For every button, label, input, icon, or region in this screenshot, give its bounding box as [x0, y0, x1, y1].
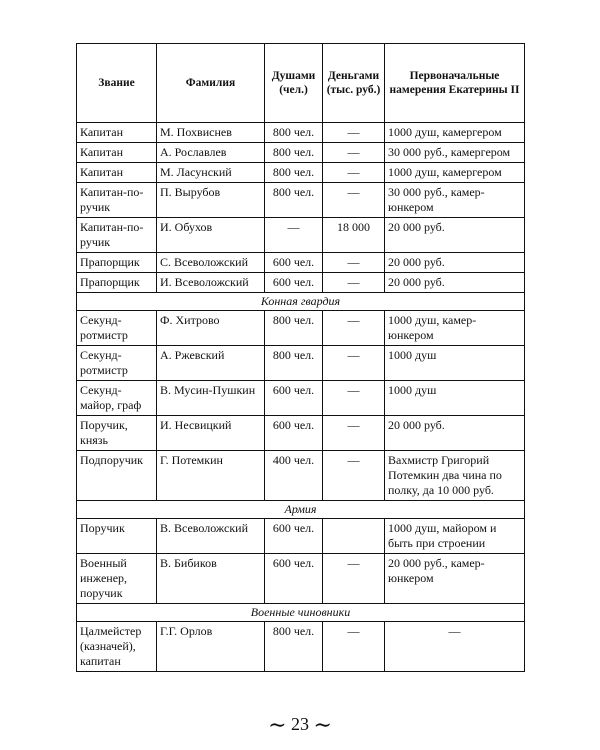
cell-surname: М. Похвиснев — [157, 123, 265, 143]
cell-intent: 20 000 руб., камер-юнкером — [385, 554, 525, 604]
table-row — [77, 451, 525, 501]
cell-rank: Поручик, князь — [77, 416, 157, 451]
cell-money: — — [323, 622, 385, 672]
cell-rank: Капитан — [77, 123, 157, 143]
cell-souls: 800 чел. — [265, 163, 323, 183]
table-row — [77, 416, 525, 451]
cell-intent: 1000 душ, камер-юнкером — [385, 311, 525, 346]
cell-rank: Секунд-майор, граф — [77, 381, 157, 416]
section-title: Армия — [77, 501, 525, 519]
cell-rank: Капитан — [77, 163, 157, 183]
cell-money: — — [323, 253, 385, 273]
cell-surname: В. Бибиков — [157, 554, 265, 604]
header-intent: Первоначальные намерения Екатерины II — [385, 44, 525, 123]
header-rank: Звание — [77, 44, 157, 123]
cell-souls: 800 чел. — [265, 143, 323, 163]
cell-intent: 30 000 руб., камергером — [385, 143, 525, 163]
page-footer — [0, 712, 600, 738]
cell-intent: 20 000 руб. — [385, 253, 525, 273]
table-row — [77, 123, 525, 143]
cell-intent: 1000 душ, камергером — [385, 163, 525, 183]
cell-money: — — [323, 346, 385, 381]
cell-money: — — [323, 143, 385, 163]
cell-souls: 600 чел. — [265, 253, 323, 273]
table-row — [77, 143, 525, 163]
cell-surname: В. Мусин-Пушкин — [157, 381, 265, 416]
cell-money: — — [323, 381, 385, 416]
cell-money: — — [323, 273, 385, 293]
cell-money: — — [323, 183, 385, 218]
cell-souls: 600 чел. — [265, 519, 323, 554]
cell-rank: Подпоручик — [77, 451, 157, 501]
cell-money — [323, 519, 385, 554]
table-row — [77, 381, 525, 416]
cell-rank: Военный инженер, поручик — [77, 554, 157, 604]
cell-souls: 800 чел. — [265, 183, 323, 218]
cell-intent: 1000 душ — [385, 346, 525, 381]
cell-intent: 20 000 руб. — [385, 416, 525, 451]
cell-surname: В. Всеволожский — [157, 519, 265, 554]
grants-table — [76, 43, 525, 672]
cell-souls: — — [265, 218, 323, 253]
cell-intent: 30 000 руб., камер-юнкером — [385, 183, 525, 218]
footer-ornament-right: ∼ — [313, 712, 332, 737]
table-row — [77, 253, 525, 273]
cell-rank: Прапорщик — [77, 253, 157, 273]
table-header-row — [77, 44, 525, 123]
table-row — [77, 311, 525, 346]
cell-rank: Секунд-ротмистр — [77, 311, 157, 346]
table-row — [77, 622, 525, 672]
section-row-officials — [77, 604, 525, 622]
cell-intent: 1000 душ, майором и быть при строении — [385, 519, 525, 554]
cell-souls: 800 чел. — [265, 622, 323, 672]
cell-surname: И. Обухов — [157, 218, 265, 253]
table-row — [77, 218, 525, 253]
cell-intent: — — [385, 622, 525, 672]
section-row-army — [77, 501, 525, 519]
cell-surname: И. Несвицкий — [157, 416, 265, 451]
cell-intent: 20 000 руб. — [385, 218, 525, 253]
cell-surname: Ф. Хитрово — [157, 311, 265, 346]
section-title: Конная гвардия — [77, 293, 525, 311]
cell-money: — — [323, 163, 385, 183]
cell-intent: 1000 душ — [385, 381, 525, 416]
table-row — [77, 273, 525, 293]
cell-money: 18 000 — [323, 218, 385, 253]
header-surname: Фамилия — [157, 44, 265, 123]
cell-intent: 1000 душ, камергером — [385, 123, 525, 143]
cell-souls: 400 чел. — [265, 451, 323, 501]
cell-rank: Секунд-ротмистр — [77, 346, 157, 381]
cell-surname: Г. Потемкин — [157, 451, 265, 501]
table-row — [77, 183, 525, 218]
cell-rank: Капитан-поручик — [77, 183, 157, 218]
cell-souls: 600 чел. — [265, 273, 323, 293]
header-money: Деньгами (тыс. руб.) — [323, 44, 385, 123]
cell-souls: 600 чел. — [265, 416, 323, 451]
cell-money: — — [323, 311, 385, 346]
cell-intent: Вахмистр Григорий Потемкин два чина по полку, да 10 000 руб. — [385, 451, 525, 501]
cell-souls: 800 чел. — [265, 123, 323, 143]
cell-money: — — [323, 554, 385, 604]
table-row — [77, 163, 525, 183]
cell-rank: Поручик — [77, 519, 157, 554]
page-number: 23 — [291, 714, 309, 734]
section-title: Военные чиновники — [77, 604, 525, 622]
cell-surname: А. Ржевский — [157, 346, 265, 381]
header-souls: Душами (чел.) — [265, 44, 323, 123]
cell-rank: Капитан — [77, 143, 157, 163]
cell-surname: И. Всеволожский — [157, 273, 265, 293]
cell-souls: 800 чел. — [265, 311, 323, 346]
cell-rank: Прапорщик — [77, 273, 157, 293]
cell-intent: 20 000 руб. — [385, 273, 525, 293]
table-row — [77, 519, 525, 554]
cell-money: — — [323, 123, 385, 143]
cell-surname: П. Вырубов — [157, 183, 265, 218]
cell-money: — — [323, 451, 385, 501]
table-row — [77, 346, 525, 381]
cell-surname: М. Ласунский — [157, 163, 265, 183]
section-row-horse-guard — [77, 293, 525, 311]
table-row — [77, 554, 525, 604]
cell-money: — — [323, 416, 385, 451]
cell-rank: Цалмейстер (казначей), капитан — [77, 622, 157, 672]
cell-souls: 800 чел. — [265, 346, 323, 381]
cell-souls: 600 чел. — [265, 381, 323, 416]
cell-souls: 600 чел. — [265, 554, 323, 604]
footer-ornament-left: ∼ — [268, 712, 287, 737]
cell-rank: Капитан-поручик — [77, 218, 157, 253]
cell-surname: С. Всеволожский — [157, 253, 265, 273]
cell-surname: А. Рославлев — [157, 143, 265, 163]
cell-surname: Г.Г. Орлов — [157, 622, 265, 672]
